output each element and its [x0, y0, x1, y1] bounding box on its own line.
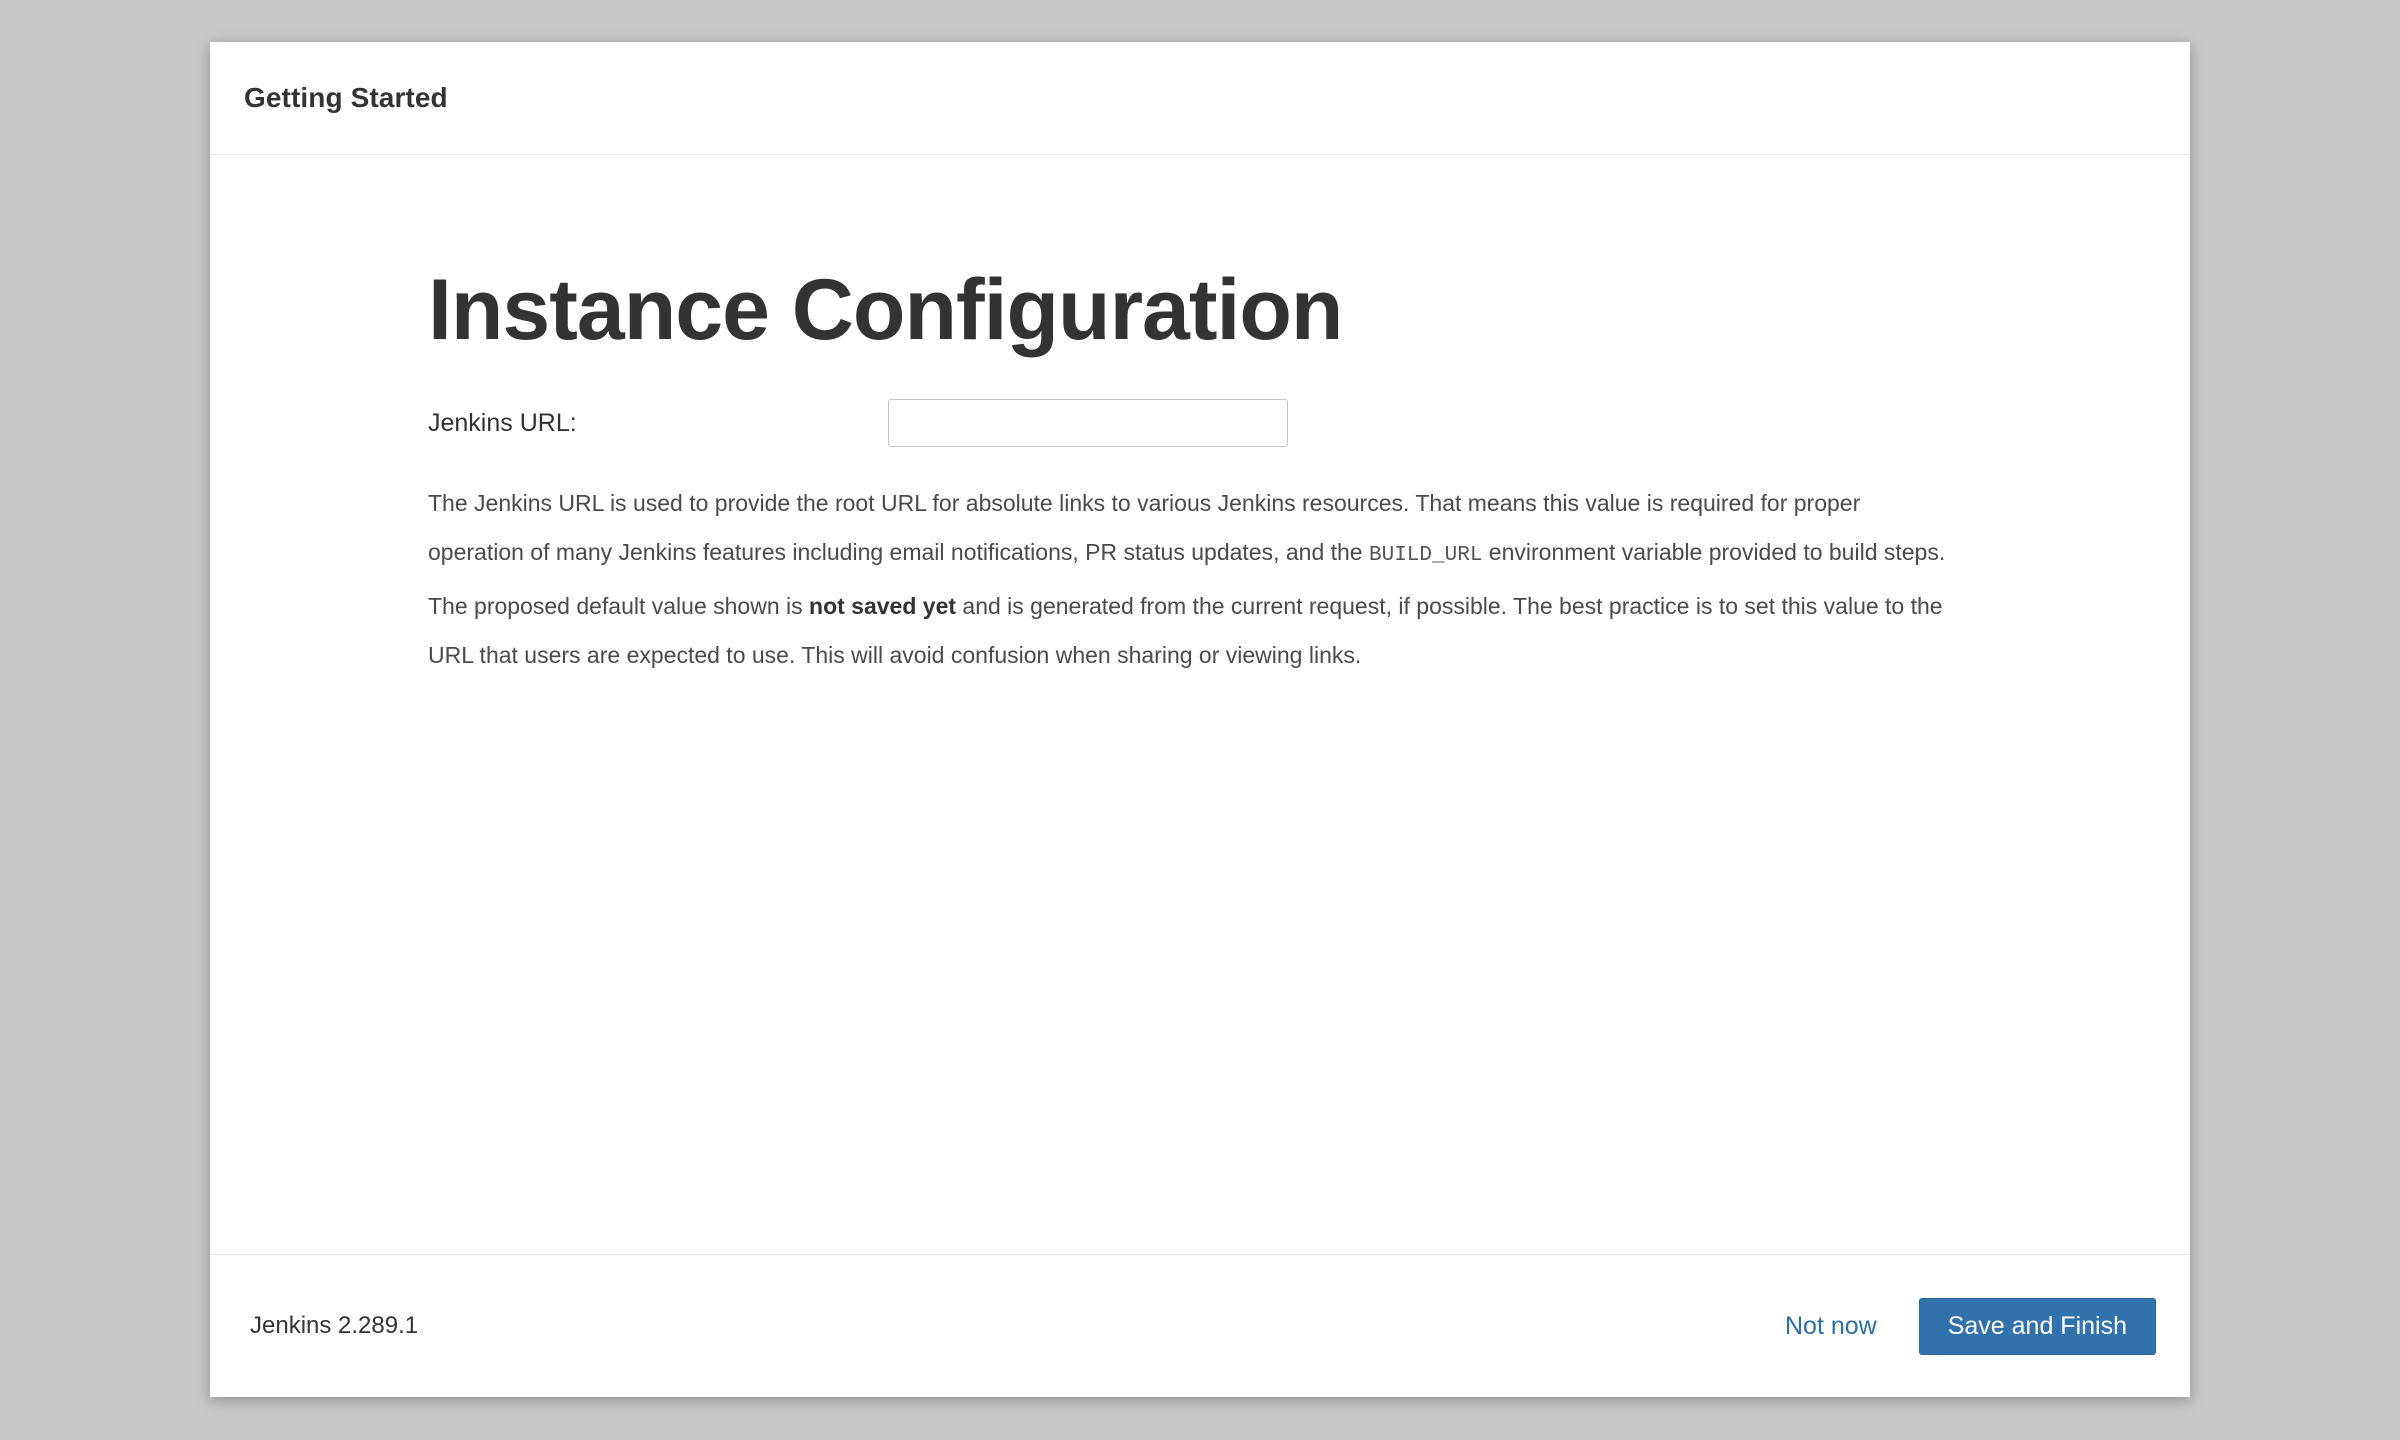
jenkins-url-label: Jenkins URL: [428, 408, 577, 437]
footer-actions [1785, 1298, 2156, 1355]
dialog-header [210, 42, 2190, 155]
page-title: Instance Configuration [428, 262, 1343, 358]
jenkins-url-input[interactable] [888, 399, 1288, 447]
not-now-button[interactable]: Not now [1785, 1311, 1877, 1340]
jenkins-url-description [428, 479, 1958, 680]
build-url-code: BUILD_URL [1369, 544, 1483, 568]
description-p1-text-2: environment variable provided to build steps. [1482, 539, 1946, 566]
not-saved-yet-emphasis: not saved yet [809, 593, 957, 620]
description-paragraph-2 [428, 582, 1958, 680]
dialog-title: Getting Started [244, 82, 448, 113]
jenkins-url-row [428, 397, 2070, 449]
jenkins-version-label: Jenkins 2.289.1 [250, 1312, 419, 1339]
getting-started-dialog [210, 42, 2190, 1397]
dialog-footer [210, 1254, 2190, 1397]
description-p2-text-2: and is generated from the current request, if possible. The best practice is to set this value to the URL that users are expected to use. This will avoid confusion when sharing or viewing links. [428, 593, 1943, 669]
description-p1-text-1: The Jenkins URL is used to provide the root URL for absolute links to various Jenkins resources. That means this value is required for proper operation of many Jenkins features including email notifications, PR status updates, and the [428, 490, 1861, 566]
dialog-body [210, 155, 2190, 1254]
description-paragraph-1 [428, 479, 1958, 580]
save-and-finish-button[interactable]: Save and Finish [1919, 1298, 2156, 1355]
description-p2-text-1: The proposed default value shown is [428, 593, 810, 620]
